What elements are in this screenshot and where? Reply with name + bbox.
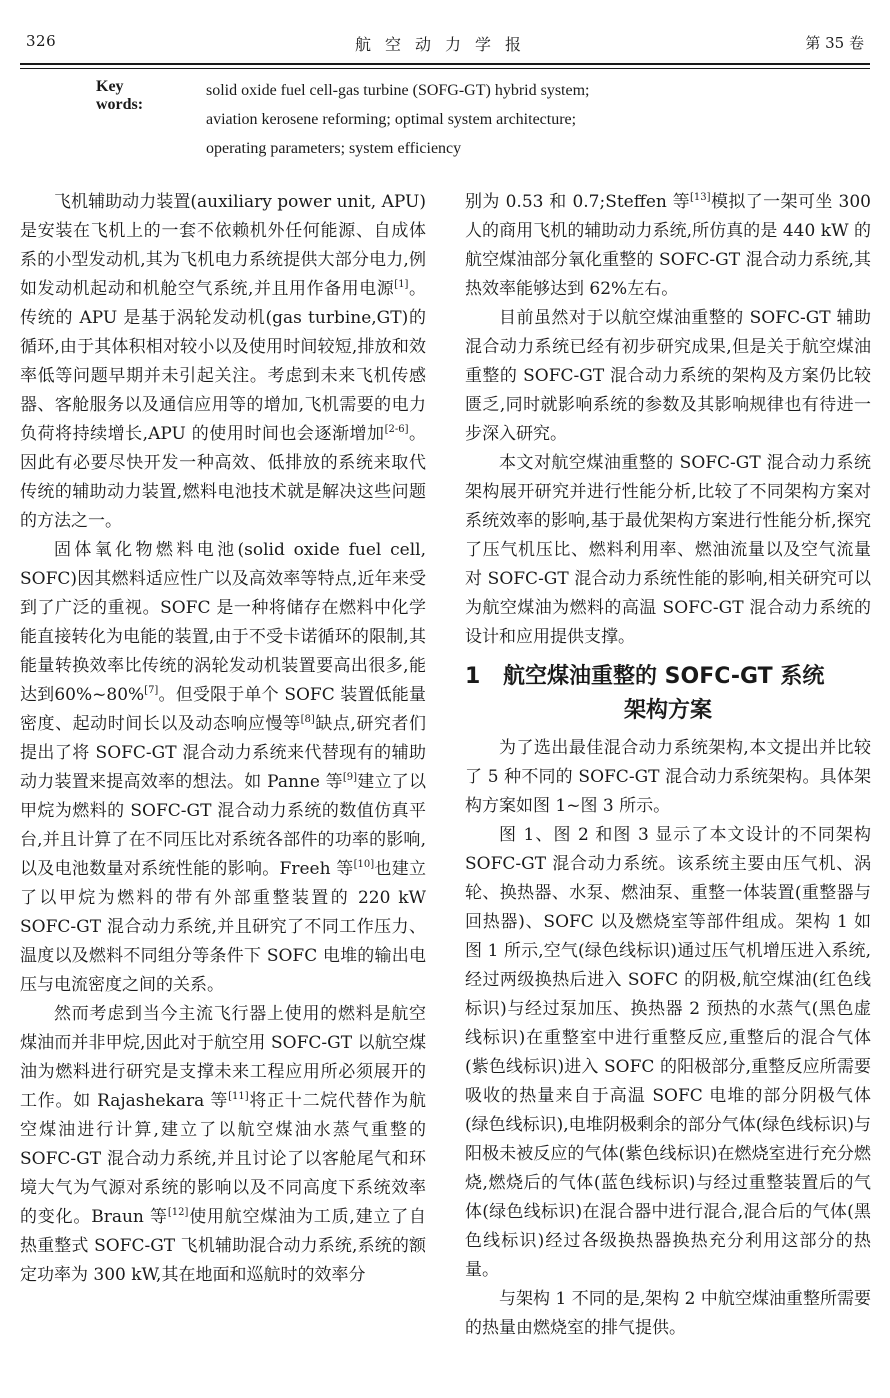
keywords-line: operating parameters; system efficiency: [206, 140, 462, 157]
keywords-lines: [206, 76, 826, 163]
page-number: 326: [26, 32, 57, 50]
paragraph: 与架构 1 不同的是,架构 2 中航空煤油重整所需要的热量由燃烧室的排气提供。: [465, 1289, 871, 1338]
citation: [9]: [342, 772, 357, 783]
section-title-continued: 架构方案: [623, 698, 712, 723]
running-header: [20, 30, 870, 58]
citation: [13]: [690, 192, 711, 203]
keywords-line: solid oxide fuel cell-gas turbine (SOFG-GT) hybrid system;: [206, 82, 590, 99]
section-title: 航空煤油重整的 SOFC-GT 系统: [503, 664, 825, 689]
paragraph: 为了选出最佳混合动力系统架构,本文提出并比较了 5 种不同的 SOFC-GT 混合动力系统架构。具体架构方案如图 1~图 3 所示。: [465, 738, 871, 816]
citation: [8]: [300, 714, 315, 725]
citation: [1]: [394, 279, 409, 290]
paragraph: 然而考虑到当今主流飞行器上使用的燃料是航空煤油而并非甲烷,因此对于航空用 SOFC-GT 以航空煤油为燃料进行研究是支撑未来工程应用所必须展开的工作。如 Rajashekara 等[11]将正十二烷代替作为航空煤油进行计算,建立了以航空煤油水蒸气重整的 SOFC-GT 混合动力系统,并且讨论了以客舱尾气和环境大气为气源对系统的影响以及不同高度下系统效率的变化。Braun 等[12]使用航空煤油为工质,建立了自热重整式 SOFC-GT 飞机辅助混合动力系统,系统的额定功率为 300 kW,其在地面和巡航时的效率分: [20, 1004, 426, 1285]
paragraph: 飞机辅助动力装置(auxiliary power unit, APU)是安装在飞机上的一套不依赖机外任何能源、自成体系的小型发动机,其为飞机电力系统提供大部分电力,例如发动机起动和机舱空气系统,并且用作备用电源[1]。传统的 APU 是基于涡轮发动机(gas turbine,GT)的循环,由于其体积相对较小以及使用时间较短,排放和效率低等问题早期并未引起关注。考虑到未来飞机传感器、客舱服务以及通信应用等的增加,飞机需要的电力负荷将持续增长,APU 的使用时间也会逐渐增加[2-6]。因此有必要尽快开发一种高效、低排放的系统来取代传统的辅助动力装置,燃料电池技术就是解决这些问题的方法之一。: [20, 192, 427, 531]
paragraph: 别为 0.53 和 0.7;Steffen 等[13]模拟了一架可坐 300 人的商用飞机的辅助动力系统,所仿真的是 440 kW 的航空煤油部分氧化重整的 SOFC-GT 混合动力系统,其热效率能够达到 62%左右。: [465, 192, 871, 299]
citation: [2-6]: [384, 424, 409, 435]
journal-title: 航空动力学报: [354, 35, 535, 54]
left-column: [20, 188, 426, 1290]
citation: [12]: [167, 1207, 189, 1218]
paragraph: 图 1、图 2 和图 3 显示了本文设计的不同架构 SOFC-GT 混合动力系统。该系统主要由压气机、涡轮、换热器、水泵、燃油泵、重整一体装置(重整器与回热器)、SOFC 以及燃烧室等部件组成。架构 1 如图 1 所示,空气(绿色线标识)通过压气机增压进入系统,经过两级换热后进入 SOFC 的阴极,航空煤油(红色线标识)与经过泵加压、换热器 2 预热的水蒸气(黑色虚线标识)在重整室中进行重整反应,重整后的混合气体(紫色线标识)进入 SOFC 的阳极部分,重整反应所需要吸收的热量来自于高温 SOFC 电堆的部分阴极气体(绿色线标识),电堆阴极剩余的部分气体(绿色线标识)与阳极未被反应的气体(紫色线标识)在燃烧室进行充分燃烧,燃烧后的气体(蓝色线标识)与经过重整装置后的气体(绿色线标识)在混合器中进行混合,混合后的气体(黑色线标识)经过各级换热器换热充分利用这部分的热量。: [465, 825, 871, 1280]
citation: [10]: [353, 859, 375, 870]
section-heading: [465, 660, 871, 728]
keywords-label: Key words:: [96, 78, 144, 113]
right-column: [465, 188, 871, 1343]
paragraph: 本文对航空煤油重整的 SOFC-GT 混合动力系统架构展开研究并进行性能分析,比较了不同架构方案对系统效率的影响,基于最优架构方案进行性能分析,探究了压气机压比、燃料利用率、燃油流量以及空气流量对 SOFC-GT 混合动力系统性能的影响,相关研究可以为航空煤油为燃料的高温 SOFC-GT 混合动力系统的设计和应用提供支撑。: [465, 453, 871, 647]
paragraph: 目前虽然对于以航空煤油重整的 SOFC-GT 辅助混合动力系统已经有初步研究成果,但是关于航空煤油重整的 SOFC-GT 混合动力系统的架构及方案仍比较匮乏,同时就影响系统的参数及其影响规律也有待进一步深入研究。: [465, 308, 871, 444]
section-number: 1: [465, 664, 481, 689]
citation: [7]: [144, 685, 159, 696]
citation: [11]: [228, 1091, 249, 1102]
paragraph: 固体氧化物燃料电池(solid oxide fuel cell, SOFC)因其燃料适应性广以及高效率等特点,近年来受到了广泛的重视。SOFC 是一种将储存在燃料中化学能直接转化为电能的装置,由于不受卡诺循环的限制,其能量转换效率比传统的涡轮发动机装置要高出很多,能达到60%~80%[7]。但受限于单个 SOFC 装置低能量密度、起动时间长以及动态响应慢等[8]缺点,研究者们提出了将 SOFC-GT 混合动力系统来代替现有的辅助动力装置来提高效率的想法。如 Panne 等[9]建立了以甲烷为燃料的 SOFC-GT 混合动力系统的数值仿真平台,并且计算了在不同压比对系统各部件的功率的影响,以及电池数量对系统性能的影响。Freeh 等[10]也建立了以甲烷为燃料的带有外部重整装置的 220 kW SOFC-GT 混合动力系统,并且研究了不同工作压力、温度以及燃料不同组分等条件下 SOFC 电堆的输出电压与电流密度之间的关系。: [20, 540, 427, 995]
keywords-line: aviation kerosene reforming; optimal system architecture;: [206, 111, 577, 128]
header-rule: [20, 63, 870, 69]
volume-label: 第 35 卷: [805, 34, 864, 52]
